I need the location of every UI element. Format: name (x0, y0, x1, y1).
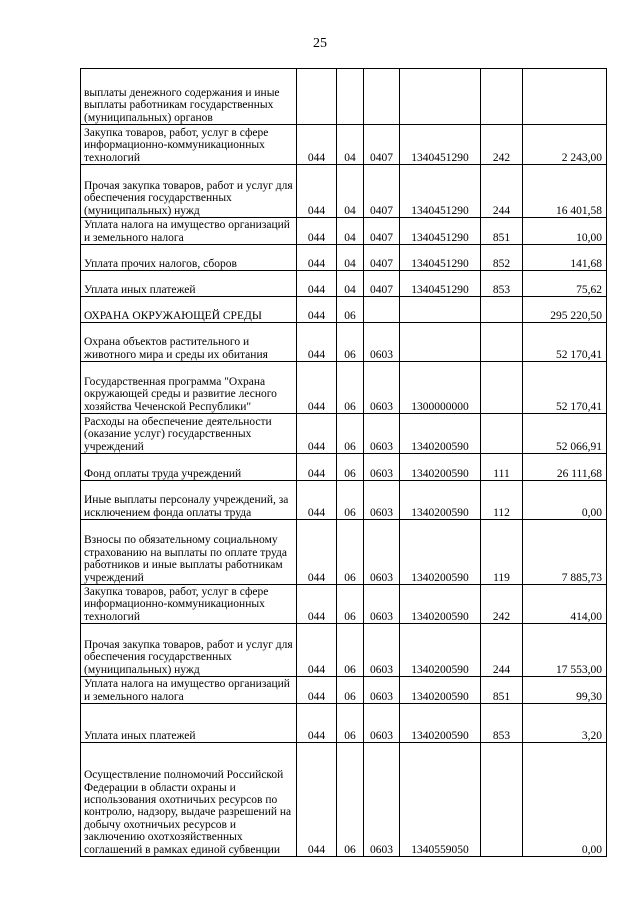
row-code-razdel: 06 (337, 323, 364, 362)
row-sum: 52 066,91 (523, 414, 607, 454)
row-code-razdel: 06 (337, 585, 364, 624)
table-row (81, 271, 607, 297)
row-code-razdel: 06 (337, 454, 364, 481)
row-code-razdel: 06 (337, 743, 364, 857)
row-code-vr: 244 (481, 624, 523, 677)
row-code-grbs: 044 (297, 323, 337, 362)
row-code-csr: 1340200590 (400, 585, 481, 624)
table-row (81, 677, 607, 704)
row-name: Государственная программа "Охрана окружающей среды и развитие лесного хозяйства Чеченской Республики" (81, 362, 297, 414)
row-code-grbs: 044 (297, 218, 337, 245)
row-code-grbs (297, 69, 337, 125)
row-code-grbs: 044 (297, 454, 337, 481)
row-code-grbs: 044 (297, 520, 337, 585)
row-code-razdel: 04 (337, 245, 364, 271)
row-code-csr: 1340200590 (400, 520, 481, 585)
row-name: Иные выплаты персоналу учреждений, за исключением фонда оплаты труда (81, 481, 297, 520)
row-code-grbs: 044 (297, 677, 337, 704)
row-code-podrazdel: 0407 (364, 125, 400, 165)
row-code-vr (481, 414, 523, 454)
row-code-podrazdel: 0407 (364, 271, 400, 297)
row-code-csr (400, 69, 481, 125)
row-sum: 10,00 (523, 218, 607, 245)
row-code-csr: 1340200590 (400, 624, 481, 677)
row-code-csr: 1340451290 (400, 245, 481, 271)
row-code-podrazdel: 0603 (364, 481, 400, 520)
row-code-vr: 242 (481, 125, 523, 165)
row-name: Уплата иных платежей (81, 271, 297, 297)
row-sum: 7 885,73 (523, 520, 607, 585)
row-code-razdel: 04 (337, 271, 364, 297)
row-name: Расходы на обеспечение деятельности (оказание услуг) государственных учреждений (81, 414, 297, 454)
table-row (81, 624, 607, 677)
row-code-podrazdel: 0603 (364, 704, 400, 743)
row-sum: 52 170,41 (523, 323, 607, 362)
row-name: Уплата прочих налогов, сборов (81, 245, 297, 271)
row-code-razdel: 06 (337, 704, 364, 743)
row-name: Осуществление полномочий Российской Федерации в области охраны и использования охотничьих ресурсов по контролю, надзору, выдаче разрешений на добычу охотничьих ресурсов и заключению охотхозяйственных соглашений в рамках единой субвенции (81, 743, 297, 857)
row-code-vr: 119 (481, 520, 523, 585)
row-code-vr: 242 (481, 585, 523, 624)
row-name: Охрана объектов растительного и животного мира и среды их обитания (81, 323, 297, 362)
row-name: Уплата налога на имущество организаций и земельного налога (81, 218, 297, 245)
row-code-razdel: 06 (337, 481, 364, 520)
row-name: выплаты денежного содержания и иные выплаты работникам государственных (муниципальных) органов (81, 69, 297, 125)
row-sum: 75,62 (523, 271, 607, 297)
row-code-grbs: 044 (297, 125, 337, 165)
table-row (81, 125, 607, 165)
row-sum: 26 111,68 (523, 454, 607, 481)
row-code-csr: 1340559050 (400, 743, 481, 857)
row-code-podrazdel: 0603 (364, 624, 400, 677)
table-row (81, 69, 607, 125)
row-sum: 141,68 (523, 245, 607, 271)
row-code-podrazdel: 0407 (364, 218, 400, 245)
row-code-csr: 1340200590 (400, 704, 481, 743)
row-code-csr: 1300000000 (400, 362, 481, 414)
row-code-vr: 244 (481, 165, 523, 218)
row-code-grbs: 044 (297, 245, 337, 271)
table-row (81, 165, 607, 218)
row-code-grbs: 044 (297, 297, 337, 323)
row-code-csr: 1340451290 (400, 271, 481, 297)
row-sum: 0,00 (523, 481, 607, 520)
row-code-razdel: 04 (337, 218, 364, 245)
row-code-grbs: 044 (297, 743, 337, 857)
row-code-podrazdel: 0603 (364, 454, 400, 481)
row-code-csr: 1340451290 (400, 165, 481, 218)
row-code-grbs: 044 (297, 585, 337, 624)
row-sum (523, 69, 607, 125)
row-code-razdel: 04 (337, 165, 364, 218)
row-code-csr: 1340451290 (400, 218, 481, 245)
page-number: 25 (313, 36, 327, 51)
row-code-razdel: 06 (337, 297, 364, 323)
table-row (81, 323, 607, 362)
table-row (81, 245, 607, 271)
table-row (81, 218, 607, 245)
row-sum: 2 243,00 (523, 125, 607, 165)
row-code-vr (481, 743, 523, 857)
row-code-vr (481, 69, 523, 125)
table-row (81, 704, 607, 743)
row-code-vr: 852 (481, 245, 523, 271)
row-name: Уплата иных платежей (81, 704, 297, 743)
row-code-csr: 1340200590 (400, 677, 481, 704)
row-name: Уплата налога на имущество организаций и земельного налога (81, 677, 297, 704)
row-code-csr: 1340200590 (400, 414, 481, 454)
row-name: ОХРАНА ОКРУЖАЮЩЕЙ СРЕДЫ (81, 297, 297, 323)
row-code-vr (481, 297, 523, 323)
row-code-grbs: 044 (297, 704, 337, 743)
budget-table (80, 68, 607, 857)
row-sum: 295 220,50 (523, 297, 607, 323)
row-code-csr: 1340451290 (400, 125, 481, 165)
row-sum: 16 401,58 (523, 165, 607, 218)
row-name: Прочая закупка товаров, работ и услуг для обеспечения государственных (муниципальных) нужд (81, 165, 297, 218)
row-code-csr: 1340200590 (400, 481, 481, 520)
row-code-podrazdel: 0603 (364, 743, 400, 857)
row-name: Взносы по обязательному социальному страхованию на выплаты по оплате труда работников и иные выплаты работникам учреждений (81, 520, 297, 585)
row-name: Закупка товаров, работ, услуг в сфере информационно-коммуникационных технологий (81, 585, 297, 624)
row-code-podrazdel: 0407 (364, 165, 400, 218)
row-code-podrazdel: 0603 (364, 362, 400, 414)
row-code-podrazdel: 0603 (364, 677, 400, 704)
row-name: Фонд оплаты труда учреждений (81, 454, 297, 481)
row-code-podrazdel: 0407 (364, 245, 400, 271)
row-code-podrazdel (364, 69, 400, 125)
table-row (81, 520, 607, 585)
row-code-vr: 853 (481, 704, 523, 743)
table-row (81, 297, 607, 323)
row-name: Прочая закупка товаров, работ и услуг для обеспечения государственных (муниципальных) нужд (81, 624, 297, 677)
row-code-razdel: 06 (337, 677, 364, 704)
row-code-grbs: 044 (297, 271, 337, 297)
row-code-csr (400, 323, 481, 362)
row-code-podrazdel: 0603 (364, 585, 400, 624)
row-code-razdel (337, 69, 364, 125)
row-code-podrazdel: 0603 (364, 414, 400, 454)
row-code-vr: 112 (481, 481, 523, 520)
table-row (81, 481, 607, 520)
row-sum: 3,20 (523, 704, 607, 743)
row-code-grbs: 044 (297, 362, 337, 414)
row-sum: 17 553,00 (523, 624, 607, 677)
row-code-razdel: 06 (337, 520, 364, 585)
row-code-csr: 1340200590 (400, 454, 481, 481)
row-sum: 52 170,41 (523, 362, 607, 414)
row-code-vr: 851 (481, 677, 523, 704)
row-sum: 99,30 (523, 677, 607, 704)
row-code-vr: 853 (481, 271, 523, 297)
row-code-vr: 851 (481, 218, 523, 245)
row-code-razdel: 04 (337, 125, 364, 165)
table-row (81, 743, 607, 857)
row-code-razdel: 06 (337, 362, 364, 414)
row-sum: 414,00 (523, 585, 607, 624)
row-code-grbs: 044 (297, 481, 337, 520)
row-code-razdel: 06 (337, 414, 364, 454)
table-row (81, 362, 607, 414)
row-code-grbs: 044 (297, 414, 337, 454)
row-code-grbs: 044 (297, 624, 337, 677)
row-code-podrazdel: 0603 (364, 323, 400, 362)
row-name: Закупка товаров, работ, услуг в сфере информационно-коммуникационных технологий (81, 125, 297, 165)
row-code-grbs: 044 (297, 165, 337, 218)
table-row (81, 454, 607, 481)
table-row (81, 585, 607, 624)
row-code-vr: 111 (481, 454, 523, 481)
row-code-csr (400, 297, 481, 323)
row-sum: 0,00 (523, 743, 607, 857)
row-code-podrazdel: 0603 (364, 520, 400, 585)
row-code-razdel: 06 (337, 624, 364, 677)
row-code-podrazdel (364, 297, 400, 323)
table-row (81, 414, 607, 454)
row-code-vr (481, 362, 523, 414)
row-code-vr (481, 323, 523, 362)
